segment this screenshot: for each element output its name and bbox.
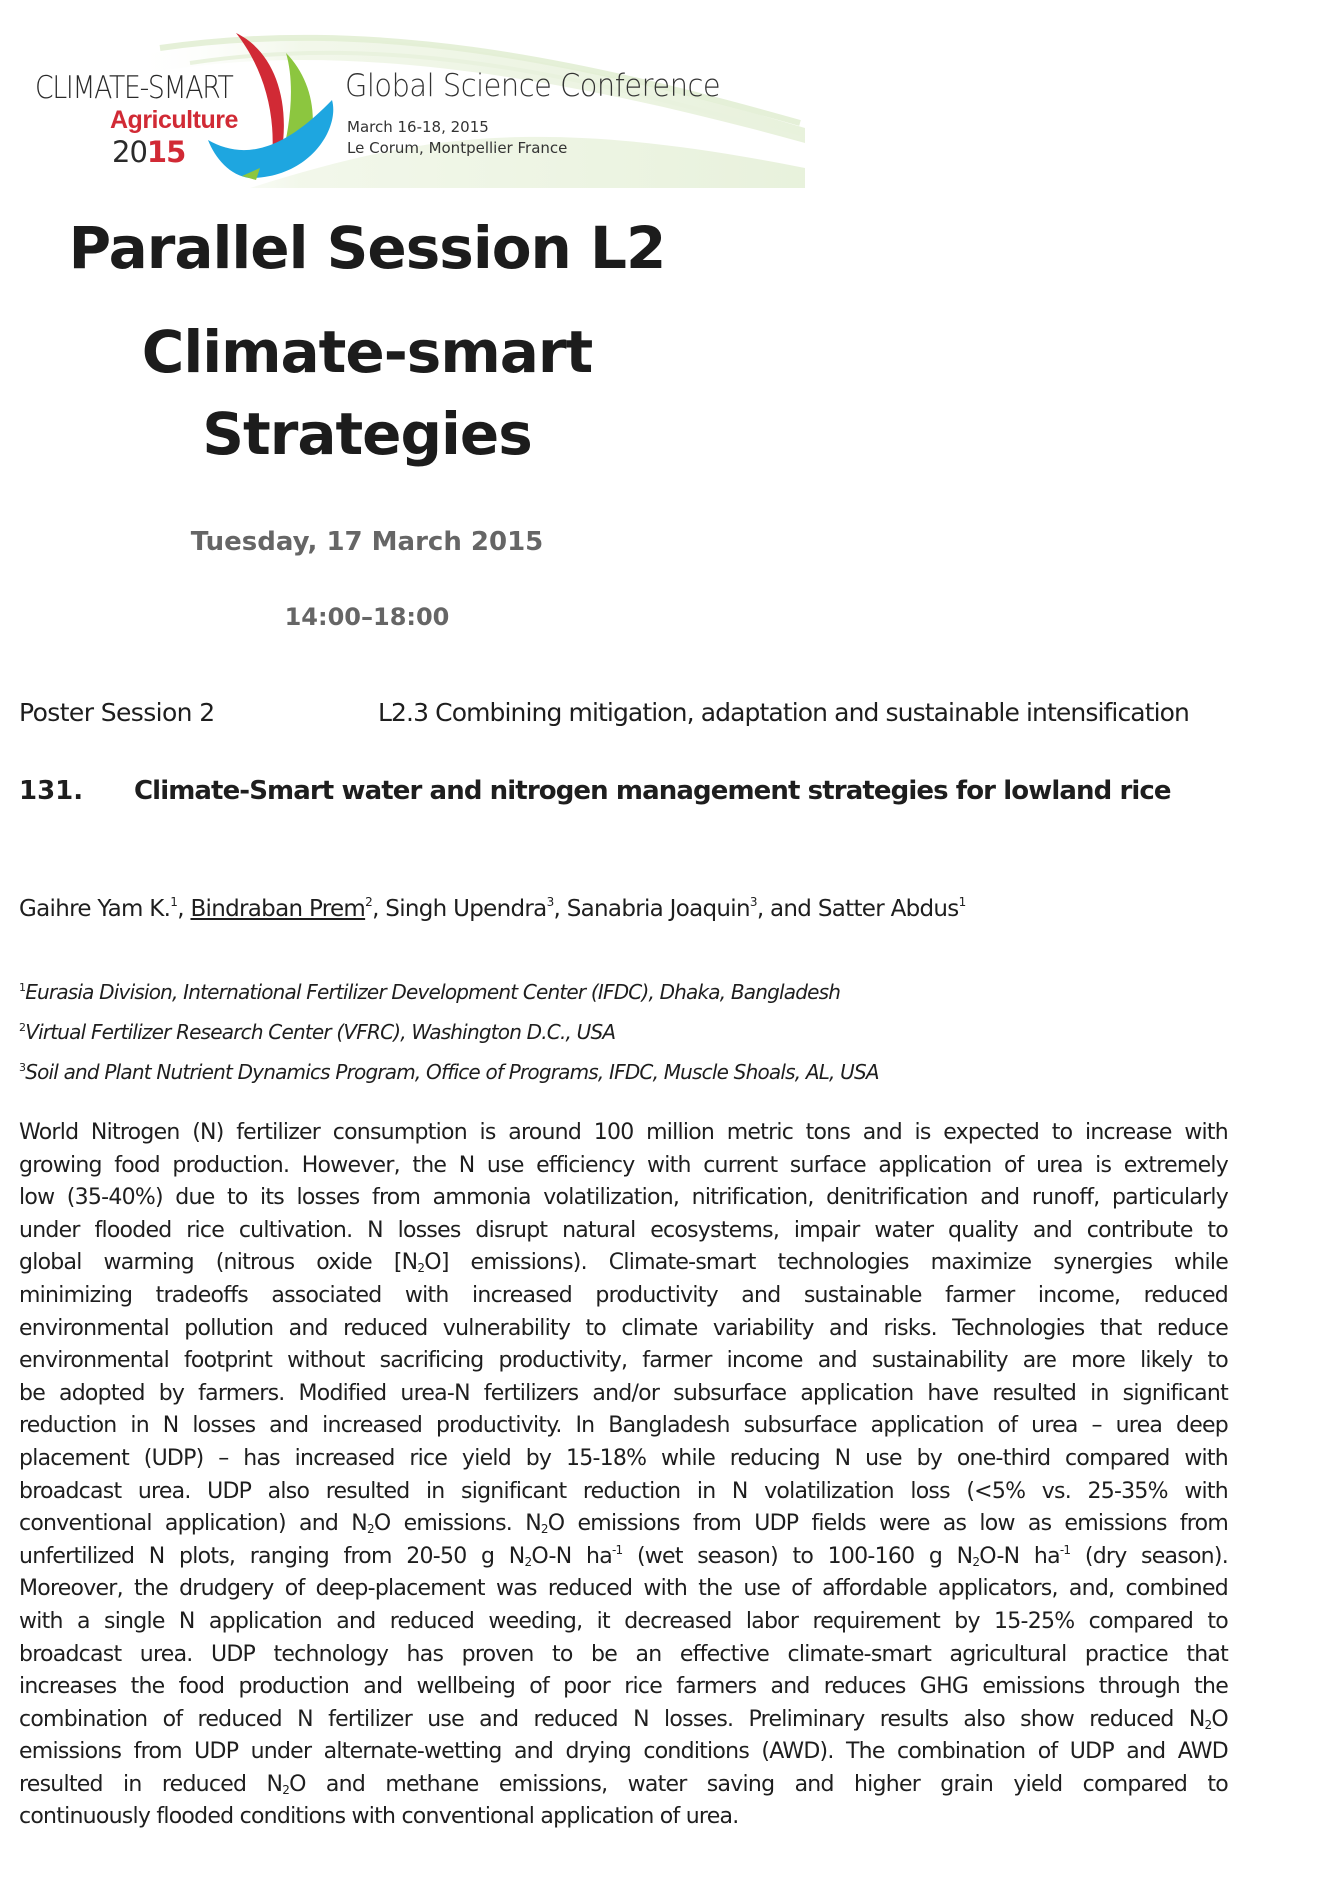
subscript: 2 — [282, 1782, 290, 1797]
session-topic: L2.3 Combining mitigation, adaptation and sustainable intensification — [378, 698, 1189, 727]
abstract-title: Climate-Smart water and nitrogen management strategies for lowland rice — [134, 776, 1171, 806]
session-title-line-1: Parallel Session L2 — [68, 214, 666, 282]
affiliation-text: Soil and Plant Nutrient Dynamics Program, Office of Programs, IFDC, Muscle Shoals, AL, USA — [25, 1060, 879, 1084]
body-line: environmental footprint without sacrificing productivity, farmer income and sustainability are more likely to — [19, 1348, 1228, 1374]
conference-venue: Le Corum, Montpellier France — [347, 139, 568, 157]
session-date: Tuesday, 17 March 2015 — [190, 527, 544, 557]
author-separator: , — [372, 896, 386, 922]
superscript: -1 — [611, 1542, 623, 1557]
poster-session-label: Poster Session 2 — [19, 698, 215, 727]
author-list — [19, 896, 966, 922]
body-line: reduction in N losses and increased productivity. In Bangladesh subsurface application of urea – urea deep — [19, 1413, 1228, 1439]
body-line: be adopted by farmers. Modified urea-N fertilizers and/or subsurface application have resulted in significant — [19, 1380, 1228, 1406]
body-line: unfertilized N plots, ranging from 20-50 g $N_2O-N$ $ha^{-1}$ (wet season) to 100-160 g $N_2O-N$ $ha^{-1}$ (dry season). — [19, 1542, 1228, 1569]
body-line: minimizing tradeoffs associated with increased productivity and sustainable farmer income, reduced — [19, 1282, 1228, 1308]
conference-name: Global Science Conference — [345, 68, 721, 104]
body-line: continuously flooded conditions with conventional application of urea. — [19, 1804, 739, 1830]
body-line: combination of reduced N fertilizer use and reduced N losses. Preliminary results also show reduced $N_2O$ — [19, 1706, 1228, 1732]
author-separator: , and — [756, 896, 818, 922]
session-title-line-2: Climate-smart — [141, 318, 593, 386]
author-affiliation-marker: 3 — [546, 895, 554, 909]
author-affiliation-marker: 2 — [365, 895, 373, 909]
logo-text-year — [112, 135, 185, 169]
body-line: Moreover, the drudgery of deep-placement was reduced with the use of affordable applicators, and, combined — [19, 1576, 1228, 1602]
session-time: 14:00–18:00 — [284, 603, 450, 631]
author-name: Singh Upendra — [385, 896, 547, 922]
author-affiliation-marker: 1 — [958, 895, 966, 909]
body-line: under flooded rice cultivation. N losses disrupt natural ecosystems, impair water quality and contribute to — [19, 1217, 1228, 1243]
affiliation-3 — [19, 1060, 879, 1084]
affiliation-1 — [19, 980, 840, 1004]
subscript: 2 — [366, 1522, 374, 1537]
body-line: placement (UDP) – has increased rice yield by 15-18% while reducing N use by one-third compared with — [19, 1445, 1228, 1471]
body-line: increases the food production and wellbeing of poor rice farmers and reduces GHG emissions through the — [19, 1674, 1228, 1700]
logo-text-climate-smart: CLIMATE-SMART — [35, 70, 233, 106]
body-line: broadcast urea. UDP technology has proven to be an effective climate-smart agricultural practice that — [19, 1641, 1228, 1667]
author-name: Gaihre Yam K. — [19, 896, 171, 922]
body-line: low (35-40%) due to its losses from ammonia volatilization, nitrification, denitrification and runoff, particularly — [19, 1185, 1228, 1211]
abstract-number: 131. — [19, 776, 84, 806]
body-line: broadcast urea. UDP also resulted in significant reduction in N volatilization loss (<5% vs. 25-35% with — [19, 1478, 1228, 1504]
subscript: 2 — [540, 1522, 548, 1537]
affiliation-2 — [19, 1020, 615, 1044]
body-line: environmental pollution and reduced vulnerability to climate variability and risks. Technologies that reduce — [19, 1315, 1228, 1341]
body-line: World Nitrogen (N) fertilizer consumption is around 100 million metric tons and is expected to increase with — [19, 1120, 1228, 1145]
body-line: global warming (nitrous oxide $[N_2O]$ emissions). Climate-smart technologies maximize synergies while — [19, 1250, 1228, 1276]
affiliation-marker: 2 — [19, 1021, 26, 1034]
logo-year-suffix: 15 — [146, 135, 186, 169]
body-line: emissions from UDP under alternate-wetting and drying conditions (AWD). The combination of UDP and AWD — [19, 1739, 1228, 1765]
subscript: 2 — [524, 1554, 532, 1569]
affiliation-marker: 3 — [19, 1061, 26, 1074]
author-name: Satter Abdus — [817, 896, 959, 922]
author-name: Sanabria Joaquin — [566, 896, 750, 922]
subscript: 2 — [972, 1554, 980, 1569]
subscript: 2 — [1204, 1717, 1212, 1732]
conference-banner — [10, 18, 810, 188]
body-line: with a single N application and reduced weeding, it decreased labor requirement by 15-25% compared to — [19, 1608, 1228, 1634]
author-separator: , — [553, 896, 567, 922]
conference-dates: March 16-18, 2015 — [347, 118, 489, 136]
session-title-line-3: Strategies — [202, 400, 532, 468]
abstract-body — [19, 1118, 1228, 1835]
body-line: resulted in reduced $N_2O$ and methane emissions, water saving and higher grain yield compared to — [19, 1771, 1228, 1797]
affiliation-text: Virtual Fertilizer Research Center (VFRC), Washington D.C., USA — [25, 1020, 616, 1044]
affiliation-text: Eurasia Division, International Fertilizer Development Center (IFDC), Dhaka, Bangladesh — [25, 980, 841, 1004]
superscript: -1 — [1059, 1542, 1071, 1557]
body-line: growing food production. However, the N use efficiency with current surface application of urea is extremely — [19, 1152, 1228, 1178]
author-separator: , — [177, 896, 191, 922]
logo-text-agriculture: Agriculture — [110, 106, 238, 134]
author-affiliation-marker: 3 — [749, 895, 757, 909]
body-line: conventional application) and $N_2O$ emissions. $N_2O$ emissions from UDP fields were as low as emissions from — [19, 1511, 1229, 1537]
author-affiliation-marker: 1 — [170, 895, 178, 909]
logo-year-prefix: 20 — [112, 135, 147, 169]
subscript: 2 — [417, 1261, 425, 1276]
author-name-presenter: Bindraban Prem — [190, 896, 366, 922]
affiliation-marker: 1 — [19, 981, 26, 994]
